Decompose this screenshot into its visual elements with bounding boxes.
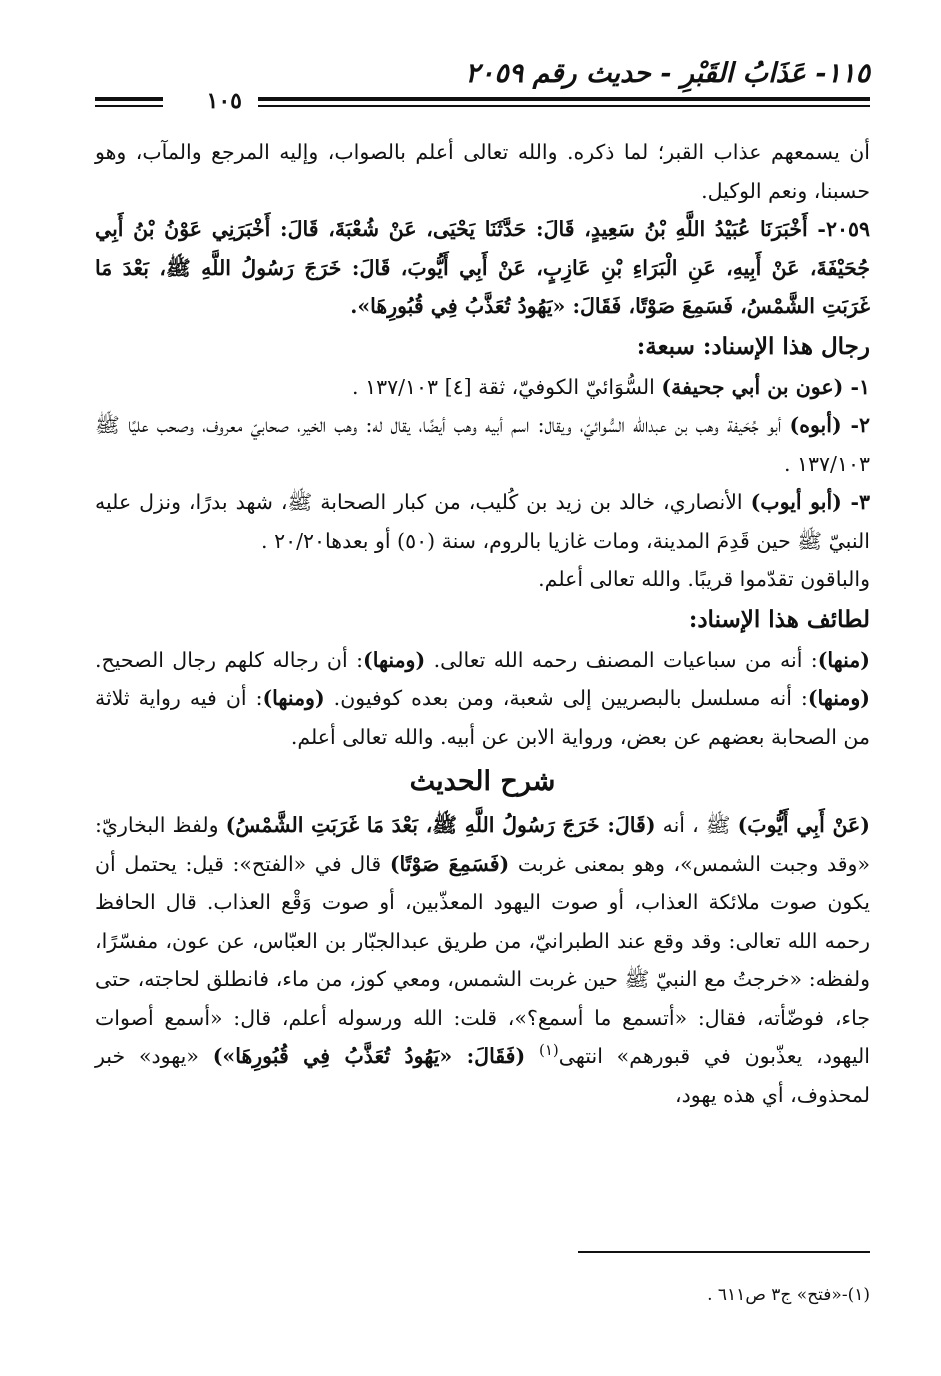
commentary-quote-2: (قَالَ: خَرَجَ رَسُولُ اللَّهِ ﷺ، بَعْدَ مَا غَرَبَتِ الشَّمْسُ) [225,813,656,837]
minha-label: (ومنها) [262,686,325,710]
narrator-item-2 [95,406,870,483]
header-rule-left [95,97,163,107]
commentary-text-4: «يهود» خبر لمحذوف، أي هذه يهود، [95,1044,870,1107]
commentary-heading: شرح الحديث [409,766,556,797]
narrator-label: ٢- (أبوه) [789,413,870,437]
subtlety-1: : أنه من سباعيات المصنف رحمه الله تعالى. [433,647,818,672]
intro-paragraph: أن يسمعهم عذاب القبر؛ لما ذكره. والله تعالى أعلم بالصواب، وإليه المرجع والمآب، وهو حسبنا، ونعم الوكيل. [95,140,870,203]
narrator-text: الأنصاري، خالد بن زيد بن كُليب، من كبار الصحابة ﷺ، شهد بدرًا، ونزل عليه النبيّ ﷺ حين قَدِمَ المدينة، ومات غازيا بالروم، سنة (٥٠) أو بعدها٢٠/٢٠ . [95,490,870,553]
footnote: (١)-«فتح» ج٣ ص٦١١ . [707,1285,870,1305]
narrator-item-1 [95,368,870,407]
commentary-quote-1: (عَنْ أَبِي أَيُّوبَ) [737,813,870,837]
subtlety-4: : أن فيه رواية ثلاثة من الصحابة بعضهم عن بعض، ورواية الابن عن أبيه. والله تعالى أعلم. [95,686,870,749]
narrator-label: ١- (عون بن أبي جحيفة) [661,374,870,399]
minha-label: (ومنها) [363,647,426,672]
minha-label-first: (منها) [817,647,870,672]
commentary-quote-3: (فَسَمِعَ صَوْتًا) [389,851,510,876]
narrator-item-3 [95,483,870,560]
commentary-paragraph [95,806,870,1114]
commentary-text-3: قال في «الفتح»: قيل: يحتمل أن يكون صوت ملائكة العذاب، أو صوت اليهود المعذّبين، أو صوت وَقْع العذاب. قال الحافظ رحمه الله تعالى: وقد وقع عند الطبرانيّ، من طريق عبدالجبّار بن العبّاس، عن عون، مفسّرًا، ولفظه: «خرجتُ مع النبيّ ﷺ حين غربت الشمس، ومعي كوز، من ماء، فانطلق لحاجته، حتى جاء، فوضّأته، فقال: «أتسمع ما أسمع؟»، قلت: الله ورسوله أعلم، قال: «أسمع أصوات اليهود، يعذّبون في قبورهم» انتهى [95,851,870,1068]
subtlety-2: : أن رجاله كلهم رجال الصحيح. [95,647,363,672]
commentary-text-1: ﷺ ، أنه [662,813,731,837]
subtleties-paragraph [95,641,870,757]
commentary-quote-4: (فَقَالَ: «يَهُودُ تُعَذَّبُ فِي قُبُورِهَا») [212,1044,526,1068]
footnote-divider [578,1251,870,1253]
header-rule-right [258,97,870,107]
minha-label: (ومنها) [807,686,870,710]
header-rule-row [95,88,870,114]
commentary-text-2: ولفظ البخاريّ: «وقد وجبت الشمس»، وهو بمعنى غربت [95,813,870,876]
narrators-heading: رجال هذا الإسناد: سبعة: [636,332,870,360]
hadith-text: ٢٠٥٩- أَخْبَرَنَا عُبَيْدُ اللَّهِ بْنُ سَعِيدٍ، قَالَ: حَدَّثَنَا يَحْيَى، عَنْ شُعْبَةَ، قَالَ: أَخْبَرَنِي عَوْنُ بْنُ أَبِي جُحَيْفَةَ، عَنْ أَبِيهِ، عَنِ الْبَرَاءِ بْنِ عَازِبٍ، عَنْ أَبِي أَيُّوبَ، قَالَ: خَرَجَ رَسُولُ اللَّهِ ﷺ، بَعْدَ مَا غَرَبَتِ الشَّمْسُ، فَسَمِعَ صَوْتًا، فَقَالَ: «يَهُودُ تُعَذَّبُ فِي قُبُورِهَا». [95,217,870,318]
subtleties-heading: لطائف هذا الإسناد: [688,605,870,633]
page-body [95,133,870,1114]
book-page [95,55,870,1355]
narrator-text: السُّوَائيّ الكوفيّ، ثقة [٤] ١٣٧/١٠٣ . [352,374,655,399]
footnote-reference[interactable]: (١) [538,1041,559,1060]
narrators-closing: والباقون تقدّموا قريبًا. والله تعالى أعلم. [538,567,870,591]
page-number: ١٠٥ [206,88,242,114]
narrator-label: ٣- (أبو أيوب) [750,490,870,514]
narrator-text: أبو جُحَيفة وهب بن عبدالله السُّوائيّ، ويقال: اسم أبيه وهب أيضًا، يقال له: وهب الخير، صحابيّ معروف، وصحب عليًا ﷺ ١٣٧/١٠٣ . [95,413,870,476]
chapter-header: ١١٥- عَذَابُ القَبْرِ - حديث رقم ٢٠٥٩ [465,58,870,89]
subtlety-3: : أنه مسلسل بالبصريين إلى شعبة، ومن بعده كوفيون. [333,686,808,710]
